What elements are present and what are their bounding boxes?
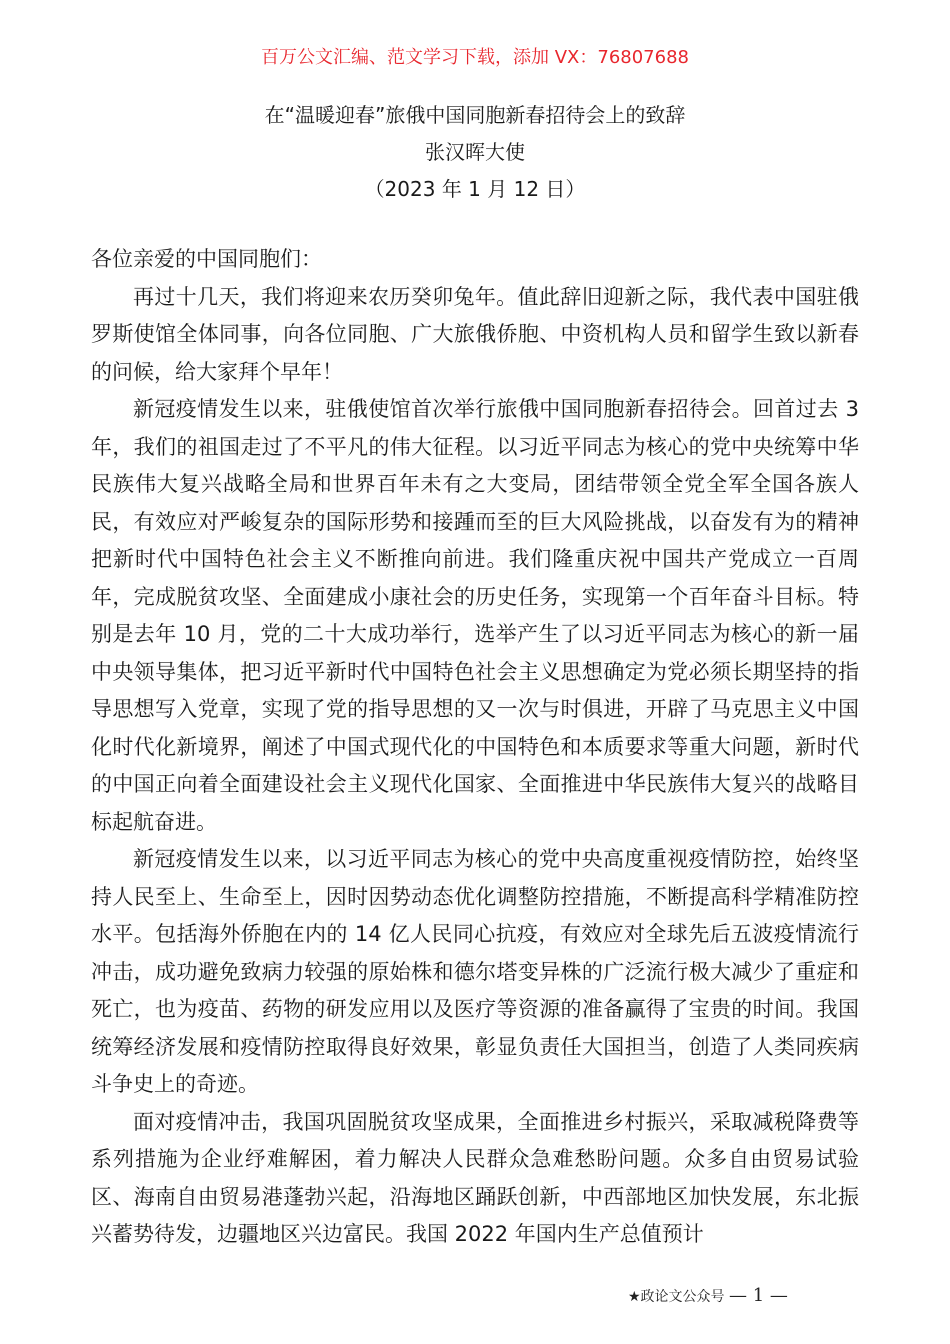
page-number: — 1 — [729, 1285, 788, 1306]
download-banner: 百万公文汇编、范文学习下载，添加 VX：76807688 [261, 47, 689, 68]
document-title: 在“温暖迎春”旅俄中国同胞新春招待会上的致辞 [264, 103, 686, 127]
document-author: 张汉晖大使 [425, 140, 525, 164]
document-header [0, 97, 950, 208]
page-footer [628, 1284, 868, 1309]
footer-source: ★政论文公众号 [628, 1289, 725, 1305]
paragraph-3: 新冠疫情发生以来，以习近平同志为核心的党中央高度重视疫情防控，始终坚持人民至上、生命至上，因时因势动态优化调整防控措施，不断提高科学精准防控水平。包括海外侨胞在内的 14 亿人民同心抗疫，有效应对全球先后五波疫情流行冲击，成功避免致病力较强的原始株和德尔塔变异株的广泛流行极大减少了重症和死亡，也为疫苗、药物的研发应用以及医疗等资源的准备赢得了宝贵的时间。我国统筹经济发展和疫情防控取得良好效果，彰显负责任大国担当，创造了人类同疾病斗争史上的奇迹。 [91, 847, 859, 1096]
paragraph-1: 再过十几天，我们将迎来农历癸卯兔年。值此辞旧迎新之际，我代表中国驻俄罗斯使馆全体同事，向各位同胞、广大旅俄侨胞、中资机构人员和留学生致以新春的问候，给大家拜个早年！ [91, 284, 859, 384]
salutation: 各位亲爱的中国同胞们： [91, 247, 322, 271]
paragraph-4: 面对疫情冲击，我国巩固脱贫攻坚成果，全面推进乡村振兴，采取减税降费等系列措施为企业纾难解困，着力解决人民群众急难愁盼问题。众多自由贸易试验区、海南自由贸易港蓬勃兴起，沿海地区踊跃创新，中西部地区加快发展，东北振兴蓄势待发，边疆地区兴边富民。我国 2022 年国内生产总值预计 [91, 1109, 859, 1246]
document-body [91, 241, 859, 1254]
document-date: （2023 年 1 月 12 日） [364, 177, 586, 201]
paragraph-2: 新冠疫情发生以来，驻俄使馆首次举行旅俄中国同胞新春招待会。回首过去 3 年，我们的祖国走过了不平凡的伟大征程。以习近平同志为核心的党中央统筹中华民族伟大复兴战略全局和世界百年未有之大变局，团结带领全党全军全国各族人民，有效应对严峻复杂的国际形势和接踵而至的巨大风险挑战，以奋发有为的精神把新时代中国特色社会主义不断推向前进。我们隆重庆祝中国共产党成立一百周年，完成脱贫攻坚、全面建成小康社会的历史任务，实现第一个百年奋斗目标。特别是去年 10 月，党的二十大成功举行，选举产生了以习近平同志为核心的新一届中央领导集体，把习近平新时代中国特色社会主义思想确定为党必须长期坚持的指导思想写入党章，实现了党的指导思想的又一次与时俱进，开辟了马克思主义中国化时代化新境界，阐述了中国式现代化的中国特色和本质要求等重大问题，新时代的中国正向着全面建设社会主义现代化国家、全面推进中华民族伟大复兴的战略目标起航奋进。 [91, 397, 859, 834]
